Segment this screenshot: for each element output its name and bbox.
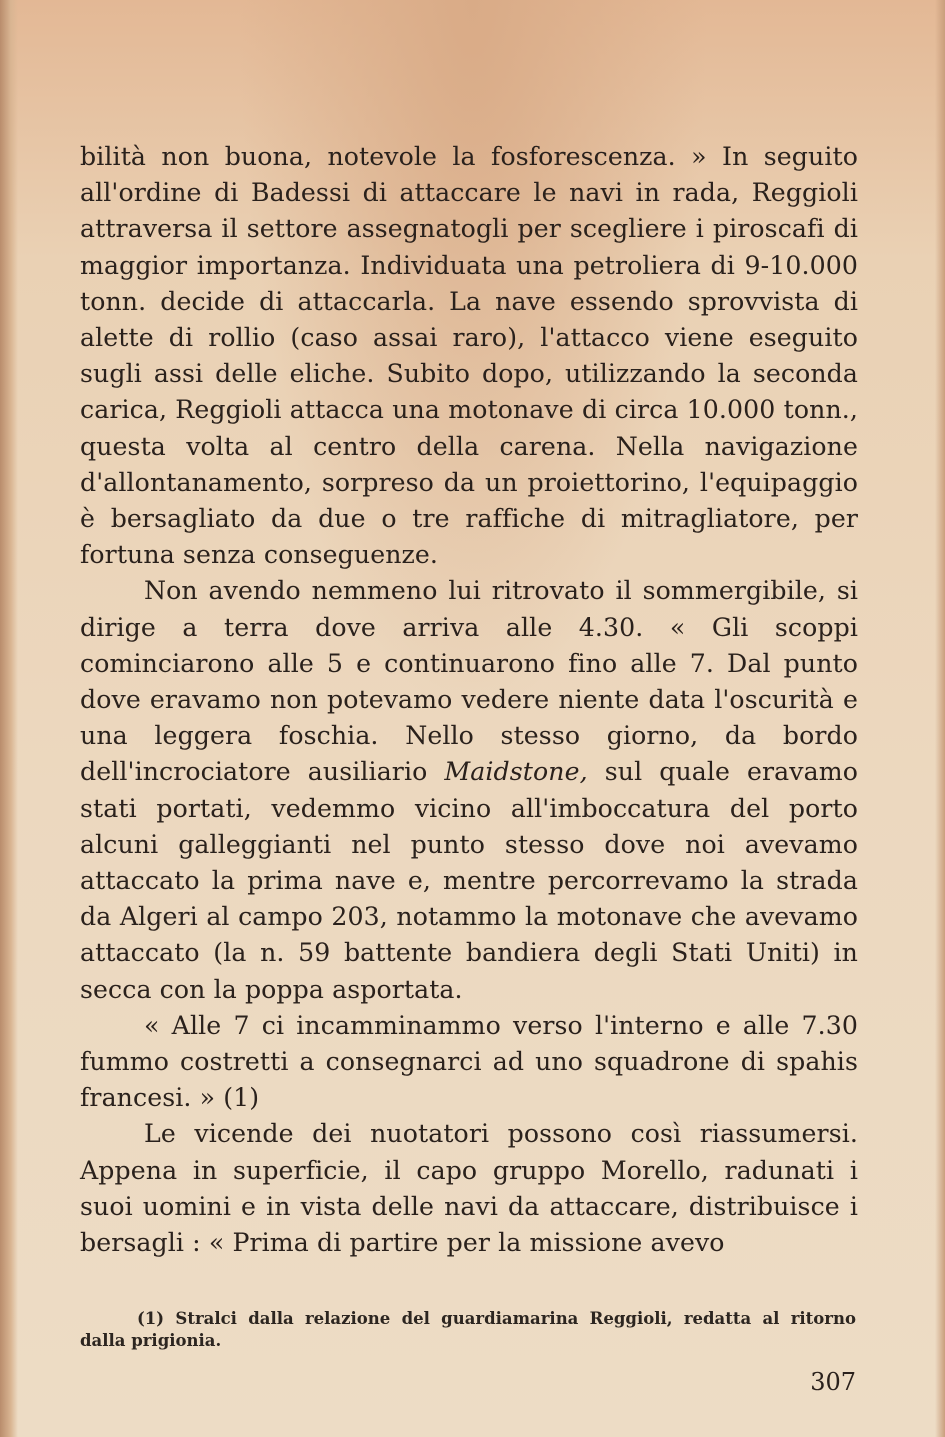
paragraph-2 (80, 573, 858, 1007)
page-number: 307 (810, 1368, 856, 1396)
footnote-mark: (1) (137, 1309, 165, 1328)
paragraph-2-part-2: sul quale eravamo stati portati, vedemmo vicino all'imboccatura del porto alcuni galleggianti nel punto stesso dove noi avevamo attaccato la prima nave e, mentre percorrevamo la strada da Algeri al campo 203, notammo la motonave che avevamo attaccato (la n. 59 battente bandiera degli Stati Uniti) in secca con la poppa asportata. (80, 757, 858, 1004)
footnote-text: Stralci dalla relazione del guardiamarina Reggioli, redatta al ritorno dalla prigionia. (80, 1309, 857, 1350)
paragraph-4: Le vicende dei nuotatori possono così riassumersi. Appena in superficie, il capo gruppo Morello, radunati i suoi uomini e in vista delle navi da attaccare, distribuisce i bersagli : « Prima di partire per la missione avevo (80, 1119, 858, 1258)
ship-name: Maidstone, (444, 757, 588, 787)
paragraph-1: bilità non buona, notevole la fosforescenza. » In seguito all'ordine di Badessi di attaccare le navi in rada, Reggioli attraversa il settore assegnatogli per scegliere i piroscafi di maggior importanza. Individuata una petroliera di 9-10.000 tonn. decide di attaccarla. La nave essendo sprovvista di alette di rollio (caso assai raro), l'attacco viene eseguito sugli assi delle eliche. Subito dopo, utilizzando la seconda carica, Reggioli attacca una motonave di circa 10.000 tonn., questa volta al centro della carena. Nella navigazione d'allontanamento, sorpreso da un proiettorino, l'equipaggio è bersagliato da due o tre raffiche di mitragliatore, per fortuna senza conseguenze. (80, 142, 858, 570)
paragraph-3: « Alle 7 ci incamminammo verso l'interno e alle 7.30 fummo costretti a consegnarci ad uno squadrone di spahis francesi. » (1) (80, 1010, 858, 1113)
paragraph-2-part-1: Non avendo nemmeno lui ritrovato il sommergibile, si dirige a terra dove arriva alle 4.30. « Gli scoppi cominciarono alle 5 e continuarono fino alle 7. Dal punto dove eravamo non potevamo vedere niente data l'oscurità e una leggera foschia. Nello stesso giorno, da bordo dell'incrociatore ausiliario (80, 576, 858, 787)
footnote (80, 1308, 856, 1352)
body-text (80, 139, 858, 1261)
